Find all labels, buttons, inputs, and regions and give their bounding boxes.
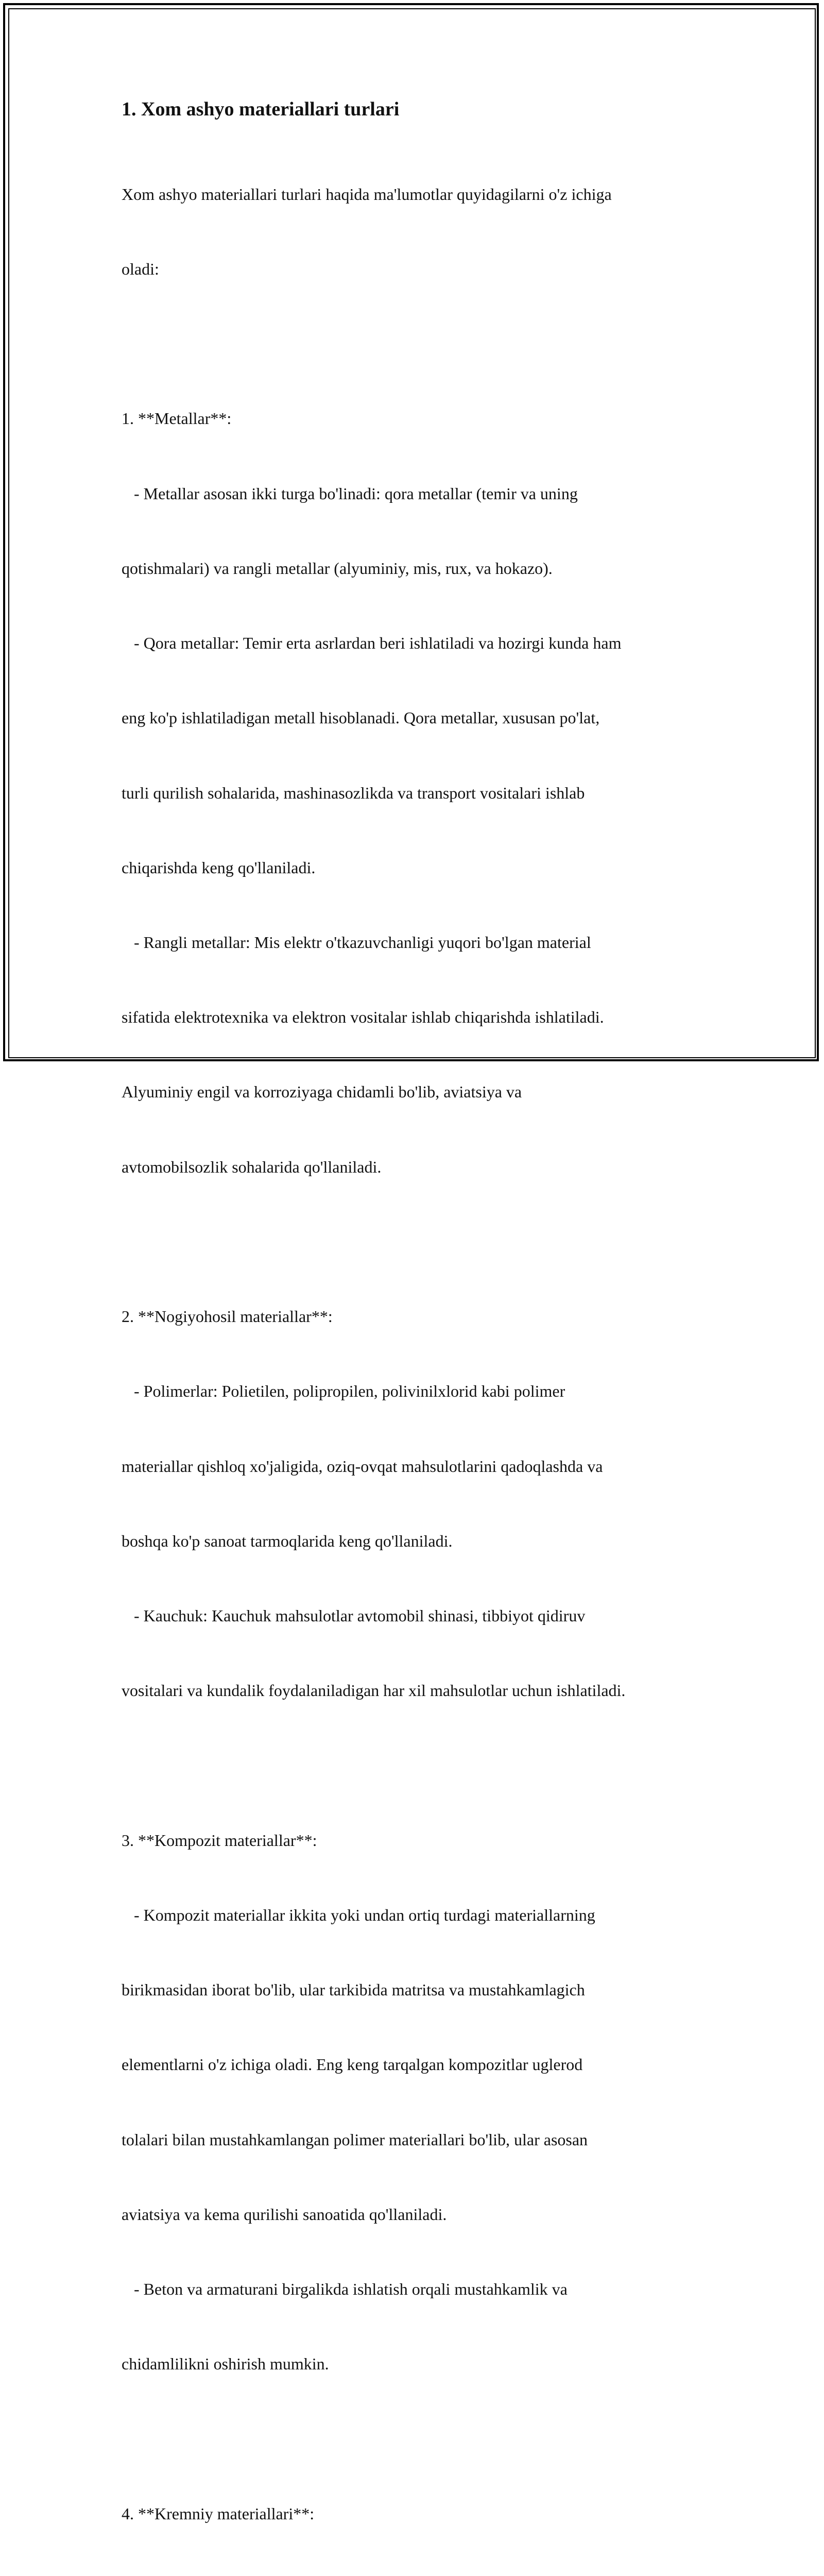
text-line: elementlarni o'z ichiga oladi. Eng keng tarqalgan kompozitlar uglerod [122,2052,719,2077]
text-line: oladi: [122,257,719,281]
text-line: tolalari bilan mustahkamlangan polimer materiallari bo'lib, ular asosan [122,2127,719,2152]
text-line: - Metallar asosan ikki turga bo'linadi: qora metallar (temir va uning [122,481,719,506]
text-line: eng ko'p ishlatiladigan metall hisoblanadi. Qora metallar, xususan po'lat, [122,705,719,730]
text-line [122,1229,719,1254]
text-line: vositalari va kundalik foydalaniladigan har xil mahsulotlar uchun ishlatiladi. [122,1678,719,1703]
text-line: - Kompozit materiallar ikkita yoki undan ortiq turdagi materiallarning [122,1903,719,1927]
text-line: - Polimerlar: Polietilen, polipropilen, polivinilxlorid kabi polimer [122,1379,719,1403]
document-text [122,132,719,2576]
text-line [122,331,719,356]
text-line: chidamlilikni oshirish mumkin. [122,2351,719,2376]
text-line: qotishmalari) va rangli metallar (alyuminiy, mis, rux, va hokazo). [122,556,719,581]
document-title: 1. Xom ashyo materiallari turlari [122,96,719,123]
text-line: - Qora metallar: Temir erta asrlardan beri ishlatiladi va hozirgi kunda ham [122,631,719,655]
text-line: - Rangli metallar: Mis elektr o'tkazuvchanligi yuqori bo'lgan material [122,930,719,955]
text-line: turli qurilish sohalarida, mashinasozlikda va transport vositalari ishlab [122,781,719,805]
section-heading-metallar: 1. **Metallar**: [122,406,719,431]
text-line [122,2426,719,2451]
section-heading-kompozit: 3. **Kompozit materiallar**: [122,1828,719,1853]
text-line: - Kauchuk: Kauchuk mahsulotlar avtomobil shinasi, tibbiyot qidiruv [122,1603,719,1628]
text-line: boshqa ko'p sanoat tarmoqlarida keng qo'llaniladi. [122,1529,719,1553]
text-line: Alyuminiy engil va korroziyaga chidamli bo'lib, aviatsiya va [122,1079,719,1104]
text-line: avtomobilsozlik sohalarida qo'llaniladi. [122,1155,719,1179]
text-line [122,1753,719,1777]
text-line: sifatida elektrotexnika va elektron vositalar ishlab chiqarishda ishlatiladi. [122,1005,719,1029]
text-line: - Beton va armaturani birgalikda ishlatish orqali mustahkamlik va [122,2277,719,2301]
text-line: Xom ashyo materiallari turlari haqida ma'lumotlar quyidagilarni o'z ichiga [122,182,719,207]
section-heading-kremniy: 4. **Kremniy materiallari**: [122,2501,719,2526]
text-line: aviatsiya va kema qurilishi sanoatida qo'llaniladi. [122,2202,719,2227]
section-heading-nogiyohosil: 2. **Nogiyohosil materiallar**: [122,1304,719,1329]
text-line: birikmasidan iborat bo'lib, ular tarkibida matritsa va mustahkamlagich [122,1977,719,2002]
text-line: chiqarishda keng qo'llaniladi. [122,855,719,880]
text-line: materiallar qishloq xo'jaligida, oziq-ovqat mahsulotlarini qadoqlashda va [122,1454,719,1479]
document-body [122,96,719,2576]
